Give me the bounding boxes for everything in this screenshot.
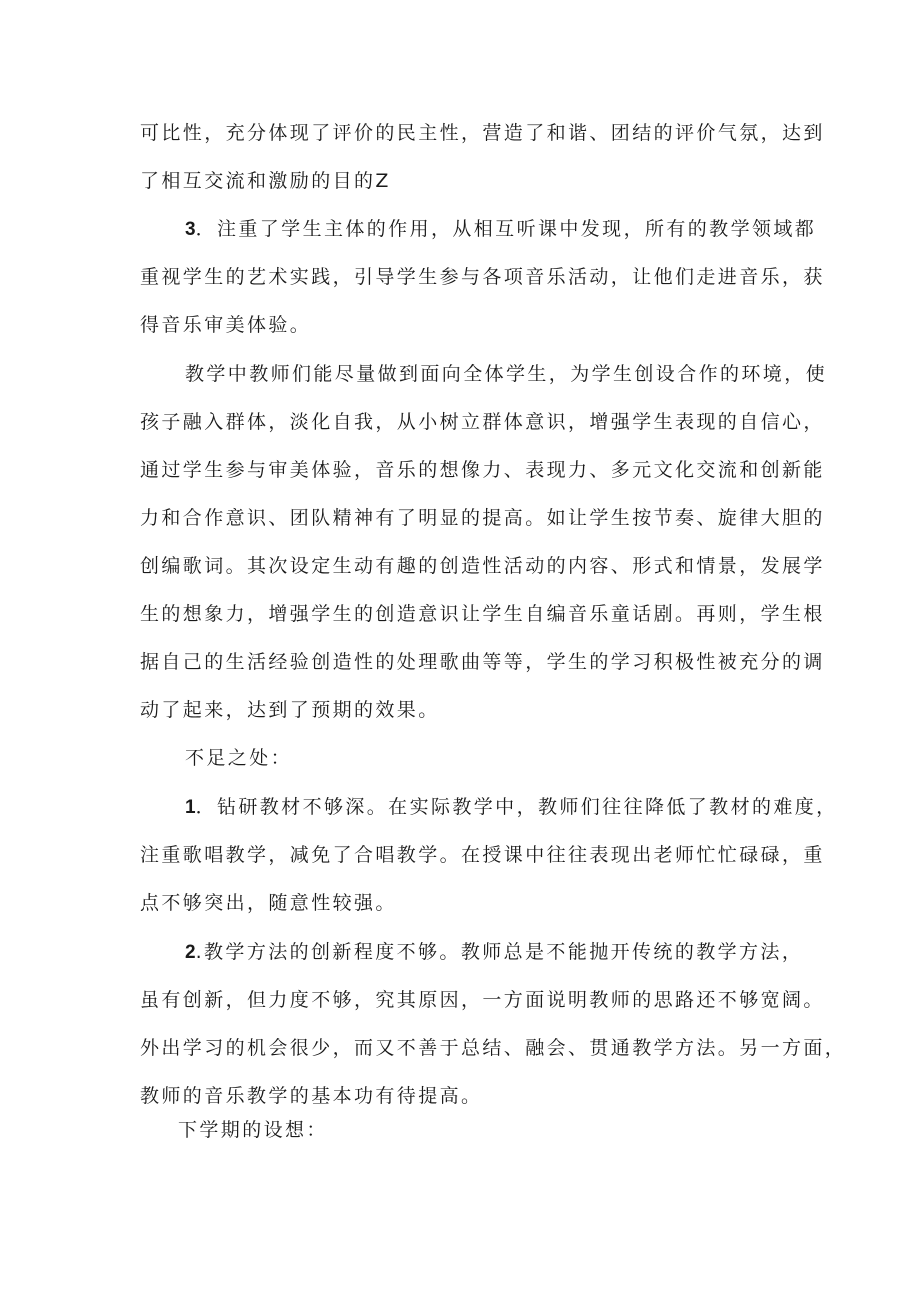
paragraph-line: 教师的音乐教学的基本功有待提高。	[140, 1085, 483, 1107]
item-text: ．钻研教材不够深。在实际教学中，教师们往往降低了教材的难度，	[195, 796, 838, 818]
numbered-item-line	[185, 795, 838, 820]
item-number: 3	[185, 219, 196, 240]
numbered-item-line	[185, 940, 803, 965]
item-number: 1	[185, 797, 196, 818]
paragraph-line: 据自己的生活经验创造性的处理歌曲等等，学生的学习积极性被充分的调	[140, 651, 825, 673]
paragraph-line: 力和合作意识、团队精神有了明显的提高。如让学生按节奏、旋律大胆的	[140, 507, 825, 529]
paragraph-line: 创编歌词。其次设定生动有趣的创造性活动的内容、形式和情景，发展学	[140, 555, 825, 577]
paragraph-line: 得音乐审美体验。	[140, 314, 312, 336]
paragraph-line: 动了起来，达到了预期的效果。	[140, 699, 440, 721]
section-heading: 不足之处：	[185, 747, 293, 769]
paragraph-line: 可比性，充分体现了评价的民主性，营造了和谐、团结的评价气氛，达到	[140, 122, 825, 144]
item-text: ．注重了学生主体的作用，从相互听课中发现，所有的教学领域都	[195, 218, 817, 240]
item-number: 2	[185, 942, 196, 963]
section-heading: 下学期的设想：	[178, 1119, 328, 1141]
paragraph-line: 重视学生的艺术实践，引导学生参与各项音乐活动，让他们走进音乐，获	[140, 266, 825, 288]
paragraph-line: 了相互交流和激励的目的Z	[140, 170, 391, 192]
paragraph-line: 孩子融入群体，淡化自我，从小树立群体意识，增强学生表现的自信心，	[140, 411, 825, 433]
paragraph-line: 外出学习的机会很少，而又不善于总结、融会、贯通教学方法。另一方面，	[140, 1037, 847, 1059]
paragraph-line: 虽有创新，但力度不够，究其原因，一方面说明教师的思路还不够宽阔。	[140, 989, 825, 1011]
paragraph-line: 通过学生参与审美体验，音乐的想像力、表现力、多元文化交流和创新能	[140, 459, 825, 481]
paragraph-line: 注重歌唱教学，减免了合唱教学。在授课中往往表现出老师忙忙碌碌，重	[140, 844, 825, 866]
item-text: .教学方法的创新程度不够。教师总是不能抛开传统的教学方法，	[195, 941, 804, 963]
paragraph-line: 点不够突出，随意性较强。	[140, 892, 397, 914]
paragraph-line: 生的想象力，增强学生的创造意识让学生自编音乐童话剧。再则，学生根	[140, 603, 825, 625]
numbered-item-line	[185, 217, 816, 242]
paragraph-line: 教学中教师们能尽量做到面向全体学生，为学生创设合作的环境，使	[185, 363, 828, 385]
